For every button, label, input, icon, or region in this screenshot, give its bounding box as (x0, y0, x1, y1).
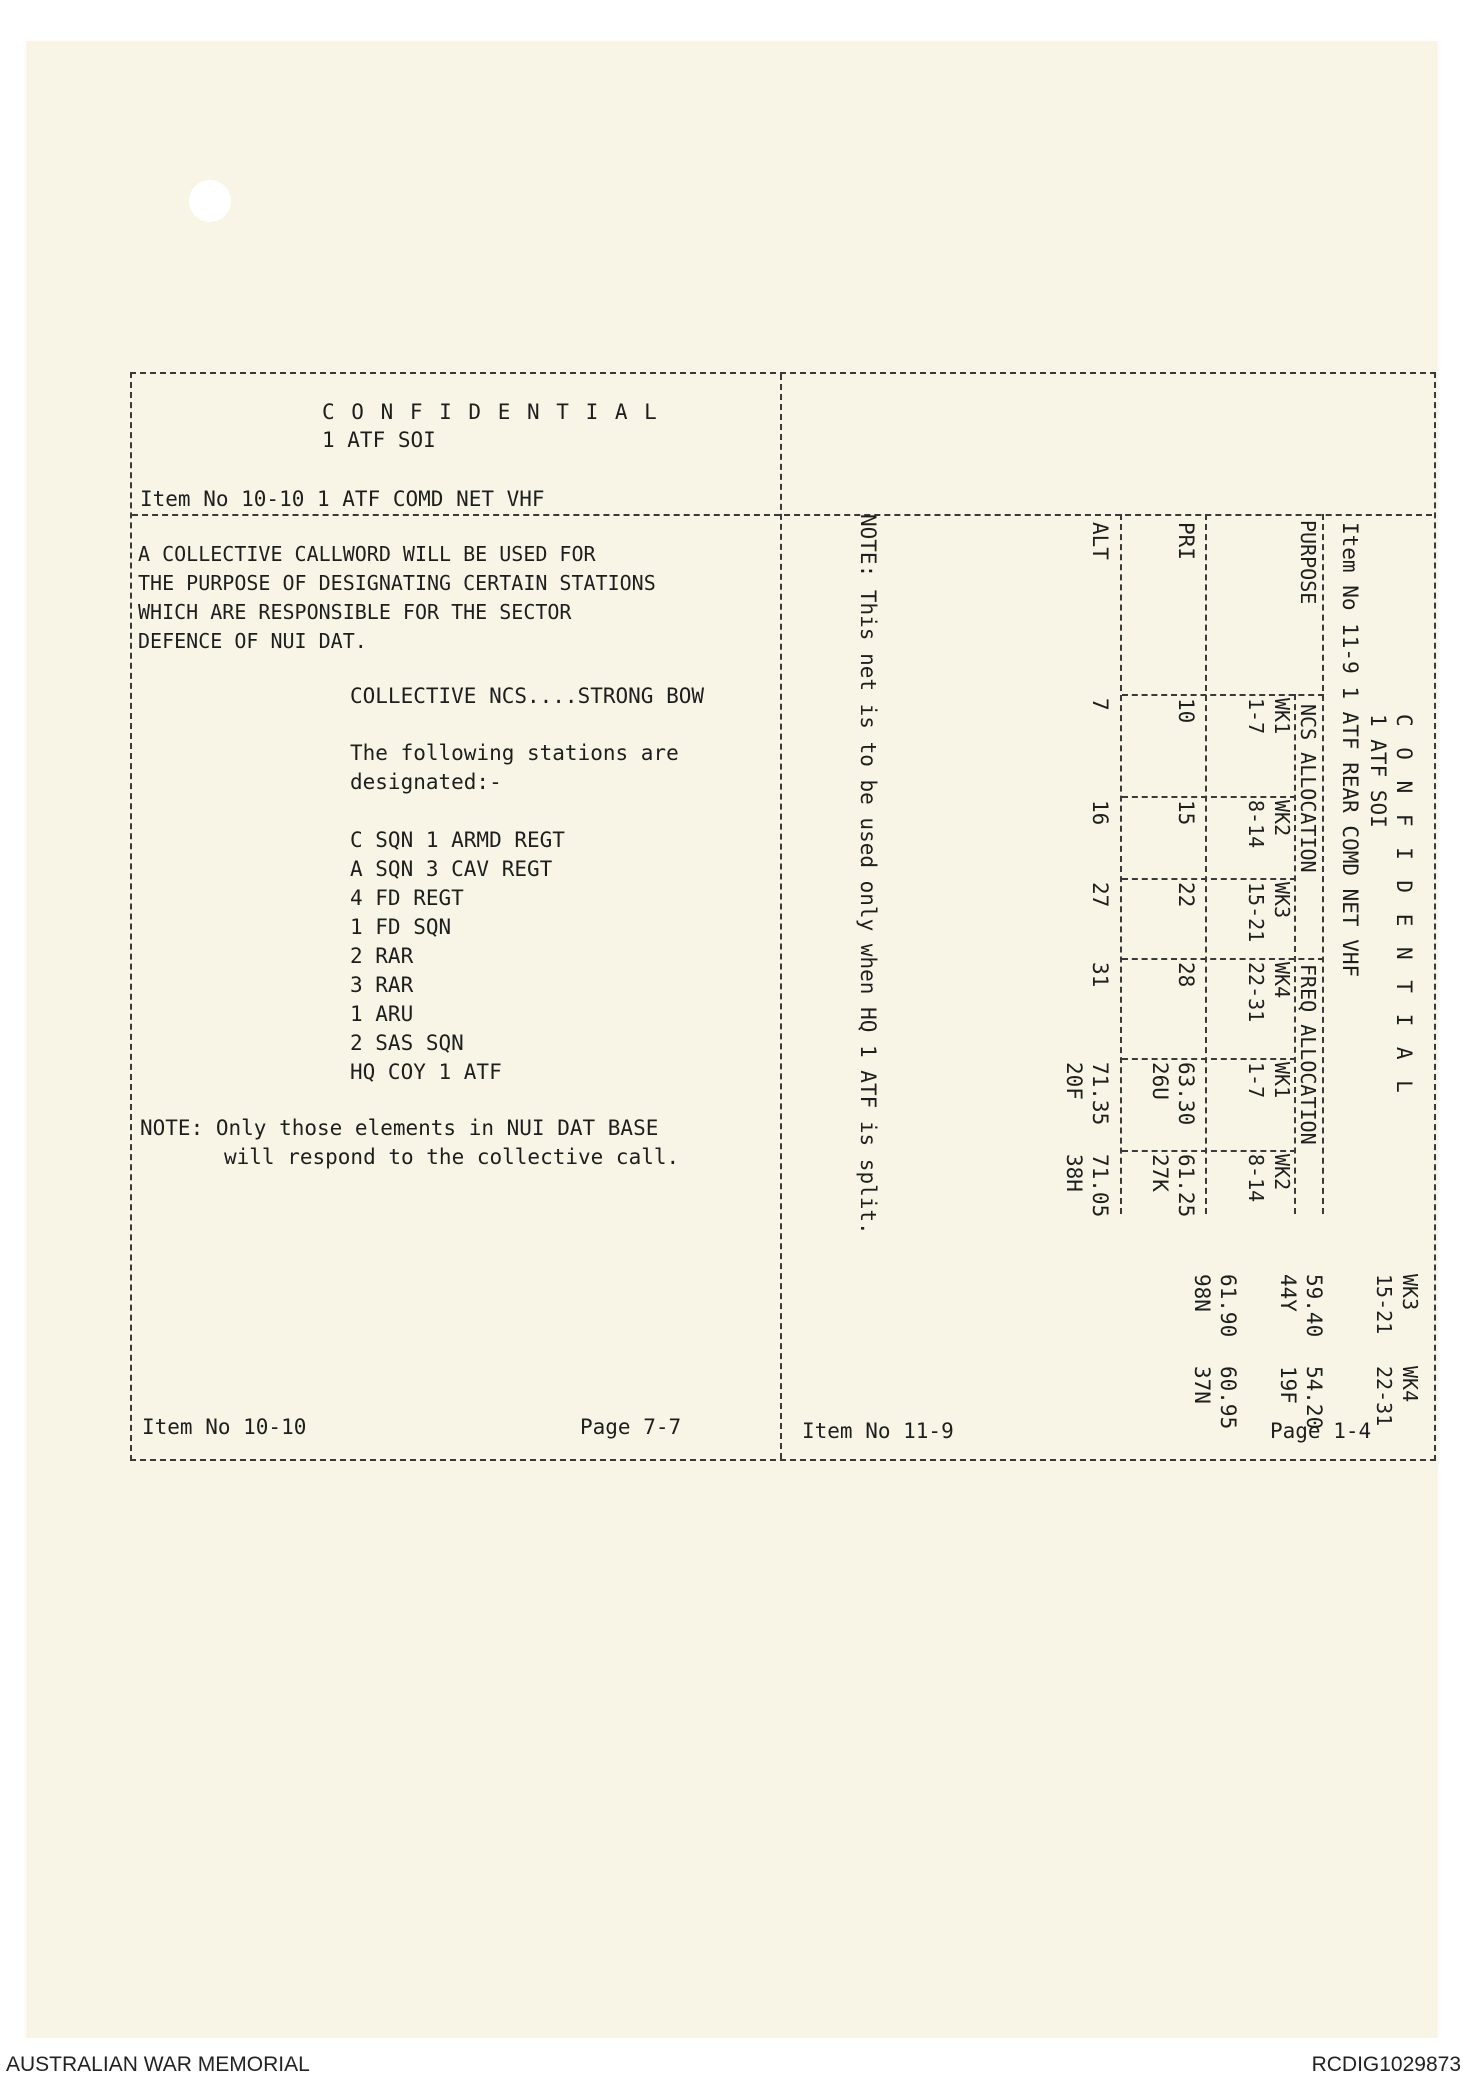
station-item: 1 FD SQN (350, 915, 452, 939)
freq-callsign: 98N (1190, 1274, 1214, 1312)
ncs-value: 22 (1174, 882, 1198, 908)
item-header: Item No 10-10 1 ATF COMD NET VHF (140, 487, 545, 511)
ncs-value: 15 (1174, 800, 1198, 826)
freq-callsign: 38H (1062, 1154, 1086, 1192)
right-note: NOTE: This net is to be used only when HQ 1 ATF is split. (856, 514, 880, 1235)
day-range: 15-21 (1372, 1274, 1396, 1335)
watermark-left: AUSTRALIAN WAR MEMORIAL (6, 2053, 310, 2076)
intro-line: DEFENCE OF NUI DAT. (138, 629, 367, 653)
week-header: WK2 (1270, 1154, 1294, 1191)
row-label-pri: PRI (1174, 522, 1198, 560)
day-range: 22-31 (1372, 1366, 1396, 1427)
week-header: WK3 (1270, 882, 1294, 919)
right-footer-item: Item No 11-9 (802, 1419, 954, 1443)
row-label-alt: ALT (1088, 522, 1112, 560)
right-footer-page: Page 1-4 (1270, 1419, 1372, 1443)
freq-value: 60.95 (1216, 1366, 1240, 1430)
freq-callsign: 20F (1062, 1062, 1086, 1100)
intro-line: A COLLECTIVE CALLWORD WILL BE USED FOR (138, 542, 596, 566)
week-header: WK3 (1398, 1274, 1422, 1311)
freq-callsign: 19F (1276, 1366, 1300, 1404)
week-header: WK4 (1398, 1366, 1422, 1403)
freq-value: 59.40 (1302, 1274, 1326, 1338)
week-header: WK1 (1270, 1062, 1294, 1099)
day-range: 1-7 (1244, 698, 1268, 735)
collective-ncs: COLLECTIVE NCS....STRONG BOW (350, 684, 705, 708)
day-range: 8-14 (1244, 800, 1268, 849)
ncs-value: 7 (1088, 698, 1112, 711)
ncs-value: 16 (1088, 800, 1112, 826)
week-header: WK4 (1270, 962, 1294, 999)
freq-value: 61.90 (1216, 1274, 1240, 1338)
soi-title: 1 ATF SOI (322, 428, 436, 452)
intro-line: THE PURPOSE OF DESIGNATING CERTAIN STATIONS (138, 571, 656, 595)
note-line: will respond to the collective call. (224, 1145, 680, 1169)
freq-value: 63.30 (1174, 1062, 1198, 1126)
day-range: 8-14 (1244, 1154, 1268, 1203)
intro-line: WHICH ARE RESPONSIBLE FOR THE SECTOR (138, 600, 572, 624)
classification: C O N F I D E N T I A L (322, 400, 659, 424)
following-line: The following stations are (350, 741, 679, 765)
freq-value: 71.05 (1088, 1154, 1112, 1218)
punch-hole (189, 180, 231, 222)
station-item: A SQN 3 CAV REGT (350, 857, 553, 881)
freq-callsign: 26U (1148, 1062, 1172, 1100)
station-item: 2 RAR (350, 944, 414, 968)
station-item: 1 ARU (350, 1002, 414, 1026)
freq-callsign: 27K (1148, 1154, 1172, 1192)
freq-value: 54.20 (1302, 1366, 1326, 1430)
right-item-header: Item No 11-9 1 ATF REAR COMD NET VHF (1338, 522, 1362, 978)
note-line: NOTE: Only those elements in NUI DAT BASE (140, 1116, 659, 1140)
station-item: 3 RAR (350, 973, 414, 997)
ncs-allocation-header: NCS ALLOCATION (1296, 704, 1320, 873)
day-range: 22-31 (1244, 962, 1268, 1023)
station-item: HQ COY 1 ATF (350, 1060, 502, 1084)
watermark-right: RCDIG1029873 (1311, 2053, 1461, 2076)
purpose-header: PURPOSE (1296, 520, 1320, 605)
day-range: 1-7 (1244, 1062, 1268, 1099)
day-range: 15-21 (1244, 882, 1268, 943)
freq-callsign: 44Y (1276, 1274, 1300, 1312)
freq-callsign: 37N (1190, 1366, 1214, 1404)
freq-value: 61.25 (1174, 1154, 1198, 1218)
page-divider (780, 374, 782, 1459)
following-line: designated:- (350, 770, 502, 794)
station-item: 2 SAS SQN (350, 1031, 464, 1055)
week-header: WK1 (1270, 698, 1294, 735)
ncs-value: 10 (1174, 698, 1198, 724)
freq-value: 71.35 (1088, 1062, 1112, 1126)
week-header: WK2 (1270, 800, 1294, 837)
station-item: C SQN 1 ARMD REGT (350, 828, 565, 852)
ncs-value: 27 (1088, 882, 1112, 908)
freq-allocation-header: FREQ ALLOCATION (1296, 964, 1320, 1145)
right-soi-title: 1 ATF SOI (1366, 714, 1390, 828)
footer-page: Page 7-7 (580, 1415, 682, 1439)
footer-item: Item No 10-10 (142, 1415, 307, 1439)
ncs-value: 31 (1088, 962, 1112, 988)
right-classification: C O N F I D E N T I A L (1392, 714, 1416, 1097)
station-item: 4 FD REGT (350, 886, 464, 910)
ncs-value: 28 (1174, 962, 1198, 988)
